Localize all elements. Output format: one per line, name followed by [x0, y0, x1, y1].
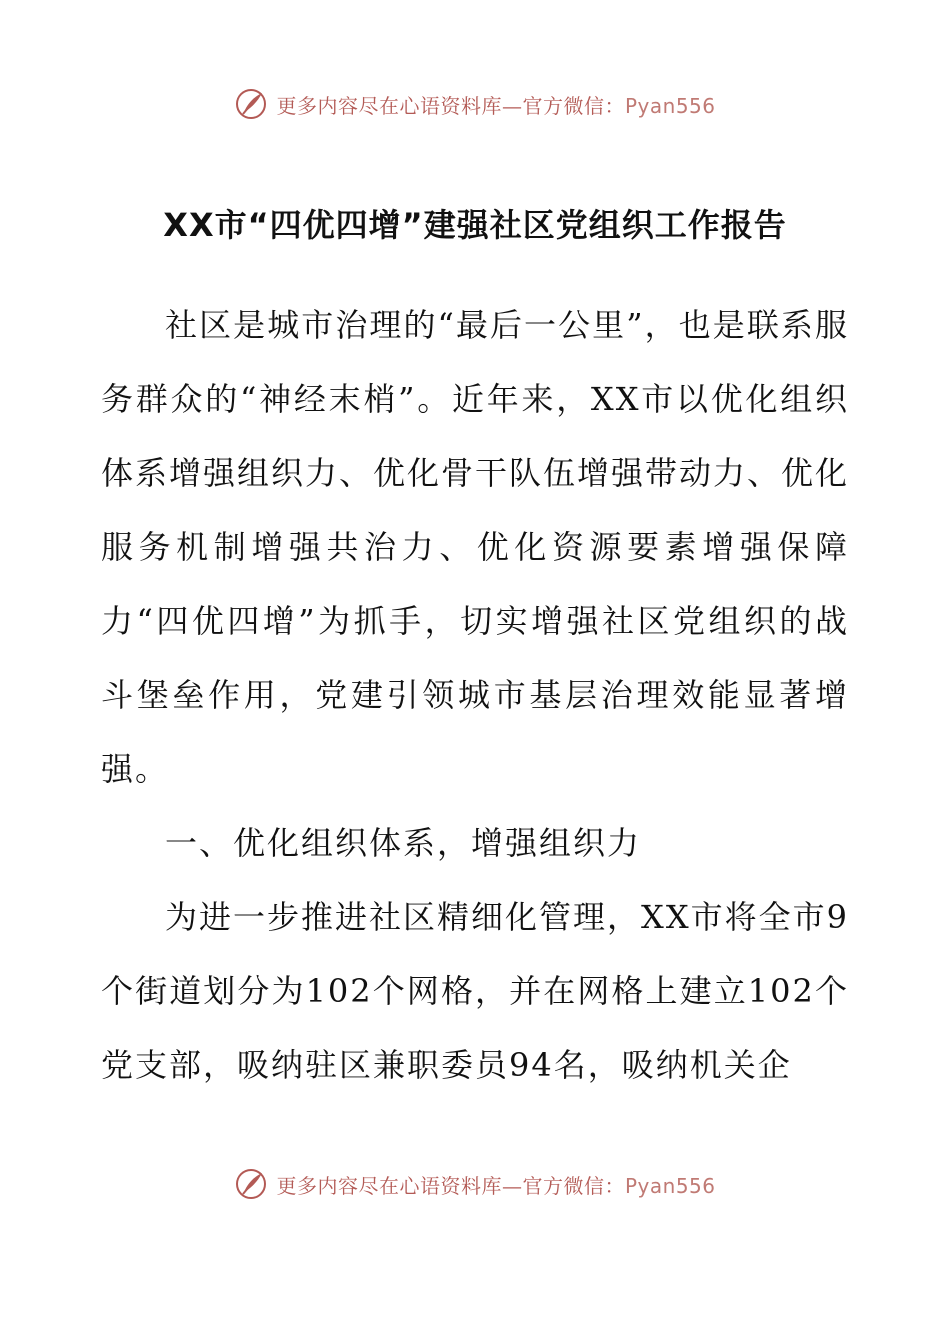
watermark-wechat-id: Pyan556: [624, 93, 716, 118]
watermark-wechat-id: Pyan556: [624, 1173, 716, 1198]
feather-pen-logo-icon: [234, 87, 268, 121]
feather-pen-logo-icon: [234, 1167, 268, 1201]
watermark-header: [0, 84, 950, 124]
section-heading-1: 一、优化组织体系，增强组织力: [165, 824, 642, 862]
document-body: [101, 288, 849, 1102]
body-paragraph-intro: 社区是城市治理的“最后一公里”，也是联系服务群众的“神经末梢”。近年来，XX市以优化组织体系增强组织力、优化骨干队伍增强带动力、优化服务机制增强共治力、优化资源要素增强保障力“四优四增”为抓手，切实增强社区党组织的战斗堡垒作用，党建引领城市基层治理效能显著增强。: [101, 306, 850, 788]
watermark-footer: [0, 1164, 950, 1204]
watermark-text: 更多内容尽在心语资料库—官方微信：Pyan556: [276, 93, 716, 118]
watermark-text: 更多内容尽在心语资料库—官方微信：Pyan556: [276, 1173, 716, 1198]
document-title: XX市“四优四增”建强社区党组织工作报告: [163, 206, 787, 244]
body-paragraph-section-1: 为进一步推进社区精细化管理，XX市将全市9个街道划分为102个网格，并在网格上建立102个党支部，吸纳驻区兼职委员94名，吸纳机关企: [101, 898, 849, 1084]
